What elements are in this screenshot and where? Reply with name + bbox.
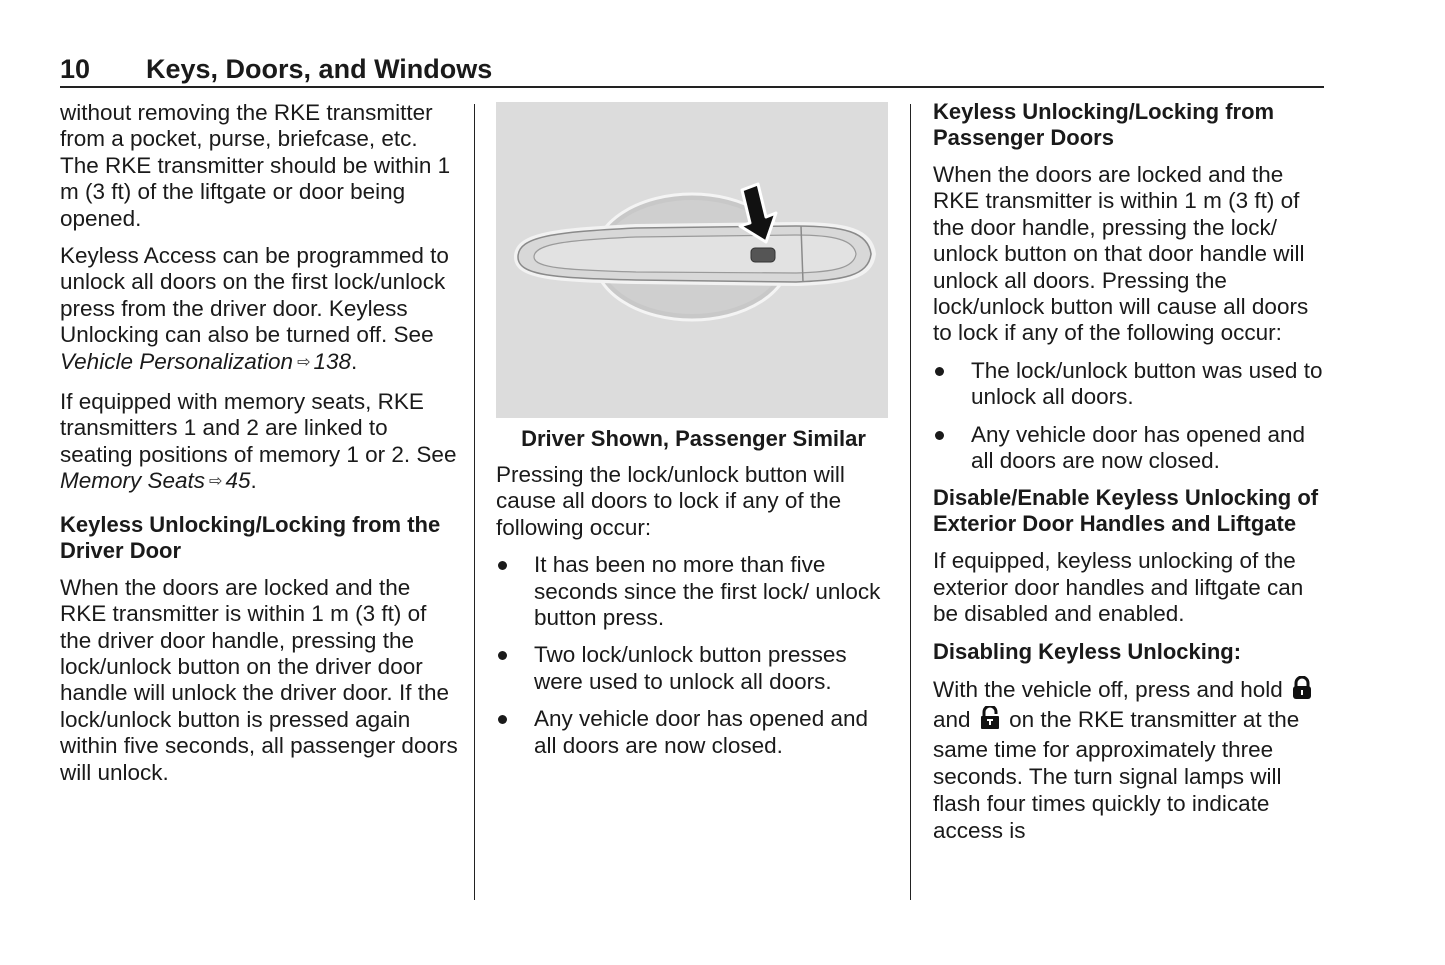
section-heading: Keyless Unlocking/Locking from Passenger Doors	[933, 99, 1275, 150]
paragraph: If equipped, keyless unlocking of the exterior door handles and liftgate can be disabled and enabled.	[933, 548, 1304, 627]
door-handle-image	[496, 102, 888, 418]
cross-reference-link[interactable]: Memory Seats	[60, 468, 206, 494]
bullet-list	[496, 552, 891, 759]
paragraph: When the doors are locked and the RKE transmitter is within 1 m (3 ft) of the door handle, pressing the lock/ unlock button on that door handle will unlock all doors. Pressing the lock/unlock button will cause all doors to lock if any of the following occur:	[933, 162, 1309, 346]
door-handle-illustration	[496, 102, 888, 418]
paragraph: Keyless Access can be programmed to unlock all doors on the first lock/unlock press from the driver door. Keyless Unlocking can also be turned off. See Vehicle Personalization ⇨ 138.	[60, 243, 460, 378]
list-item: It has been no more than five seconds since the first lock/ unlock button press.	[496, 552, 891, 631]
figure-caption: Driver Shown, Passenger Similar	[521, 426, 866, 451]
page-number: 10	[60, 54, 91, 84]
paragraph: without removing the RKE transmitter from a pocket, purse, briefcase, etc. The RKE transmitter should be within 1 m (3 ft) of the liftgate or door being opened.	[60, 100, 451, 231]
column-2	[496, 100, 891, 770]
page-arrow-icon: ⇨	[209, 473, 223, 491]
column-divider	[910, 104, 911, 900]
column-1	[60, 100, 460, 797]
lock-icon	[1292, 676, 1312, 706]
page-reference[interactable]: 138	[313, 348, 352, 374]
column-3	[933, 99, 1333, 855]
cross-reference-link[interactable]: Vehicle Personalization	[60, 348, 294, 374]
list-item: Any vehicle door has opened and all doors are now closed.	[933, 422, 1333, 475]
column-divider	[474, 104, 475, 900]
list-item: The lock/unlock button was used to unlock all doors.	[933, 358, 1333, 411]
page-arrow-icon: ⇨	[297, 353, 311, 371]
list-item: Any vehicle door has opened and all doors are now closed.	[496, 706, 891, 759]
list-item: Two lock/unlock button presses were used to unlock all doors.	[496, 642, 891, 695]
page-header	[60, 50, 1324, 88]
section-heading: Disable/Enable Keyless Unlocking of Exterior Door Handles and Liftgate	[933, 485, 1319, 537]
paragraph: With the vehicle off, press and hold and on the RKE transmitter at the same time for approximately three seconds. The turn signal lamps will flash four times quickly to indicate access is	[933, 676, 1333, 844]
paragraph: Pressing the lock/unlock button will cause all doors to lock if any of the following occur:	[496, 462, 845, 540]
paragraph: When the doors are locked and the RKE transmitter is within 1 m (3 ft) of the driver door handle, pressing the lock/unlock button on the driver door handle will unlock the driver door. If the lock/unlock button is pressed again within five seconds, all passenger doors will unlock.	[60, 574, 458, 785]
unlock-icon	[980, 706, 1000, 736]
page-reference[interactable]: 45	[225, 468, 251, 494]
paragraph: If equipped with memory seats, RKE transmitters 1 and 2 are linked to seating positions of memory 1 or 2. See Memory Seats ⇨ 45.	[60, 389, 460, 498]
section-heading: Keyless Unlocking/Locking from the Driver Door	[60, 511, 441, 563]
section-title: Keys, Doors, and Windows	[146, 54, 493, 84]
section-heading: Disabling Keyless Unlocking:	[933, 638, 1242, 664]
bullet-list	[933, 358, 1333, 475]
